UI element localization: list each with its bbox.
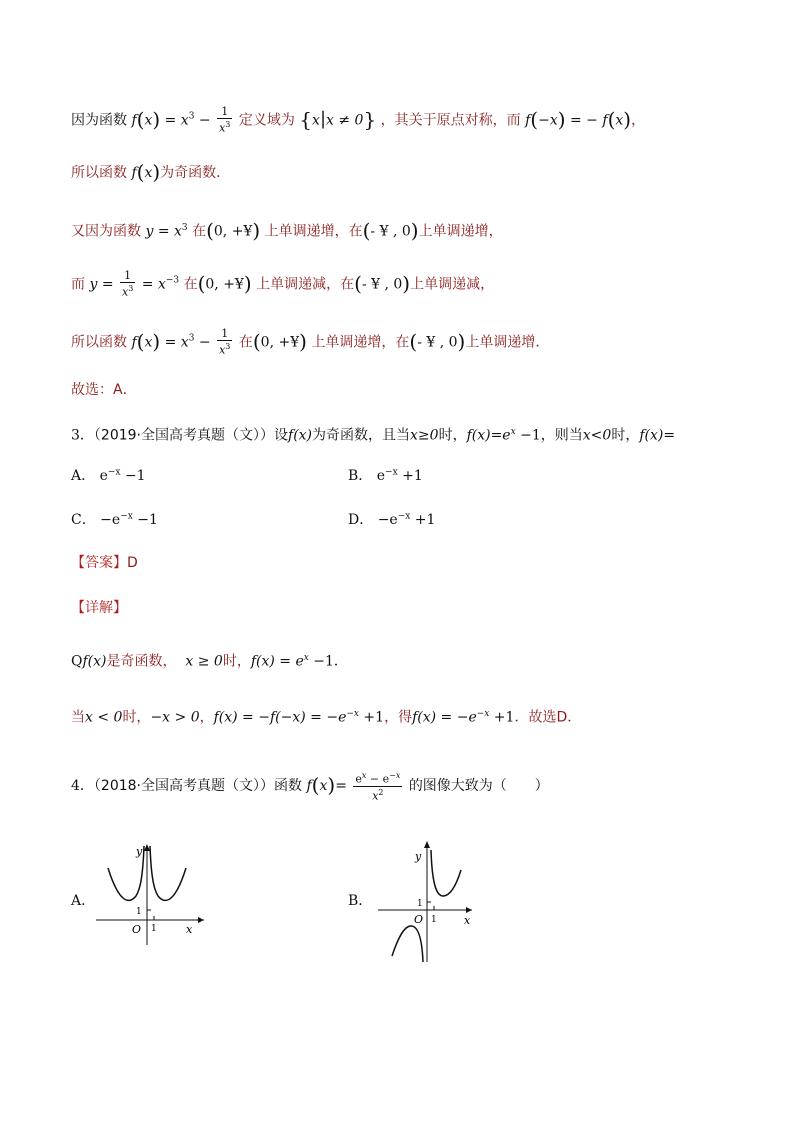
origin-label: O xyxy=(132,923,142,936)
math: 0, +¥ xyxy=(213,223,253,240)
text: 在 xyxy=(192,223,207,240)
math: x ≠ 0 xyxy=(326,112,364,129)
solution-line-3: 又因为函数 $y = x^3$ 在(0, +¥) 上单调递增，在(- ¥ , 0)上单调递增， xyxy=(71,218,503,243)
x-tick-1: 1 xyxy=(151,924,157,934)
graph-a-label[interactable]: A． xyxy=(71,893,96,909)
y-label: y xyxy=(415,850,422,863)
math: y = x xyxy=(145,223,182,240)
math: f xyxy=(602,112,608,129)
text: 上单调递增，在 xyxy=(311,334,410,351)
y-tick-1: 1 xyxy=(136,907,142,917)
text: 所以函数 xyxy=(71,165,127,181)
math: 3 xyxy=(188,111,195,122)
graph-b-label[interactable]: B． xyxy=(348,893,373,909)
text: 在 xyxy=(238,334,253,351)
solution-conclusion: 故选：A． xyxy=(71,382,137,398)
math: 3 xyxy=(181,223,188,233)
question-number: 3． xyxy=(71,427,94,444)
detail-line-1: Qf(x)是奇函数， x ≥ 0时，$f(x) = e^x -1$． xyxy=(71,653,348,670)
x-axis-arrow-icon xyxy=(198,917,204,923)
question-3: 3．（2019·全国高考真题（文））设f(x)为奇函数，且当x≥0时，$f(x)=e^x -1$，则当x<0时，f(x)= xyxy=(71,427,676,444)
x-tick-1: 1 xyxy=(431,915,437,925)
math: 0, +¥ xyxy=(260,334,300,351)
math: = x xyxy=(164,334,189,351)
answer-value: D xyxy=(127,555,138,571)
math: f xyxy=(131,112,137,129)
origin-label: O xyxy=(414,913,424,926)
text: 在 xyxy=(183,276,198,293)
text: 上单调递减， xyxy=(410,276,495,293)
fraction: $\frac{e^x - e^{-x}}{x^2}$ xyxy=(355,771,401,803)
math: y = xyxy=(89,276,114,293)
math: 3 xyxy=(188,333,195,344)
math: = − xyxy=(570,112,598,129)
curve-left xyxy=(392,926,423,962)
math: = x xyxy=(141,276,166,293)
fraction: $\frac{1}{x^3}$ xyxy=(219,105,231,135)
text: 定义域为 xyxy=(238,112,295,129)
text: 上单调递减，在 xyxy=(256,276,355,293)
detail-line-2: 当x < 0时，−x > 0，$f(x) = -f(-x) = -e^{-x} +1$，得$f(x) = -e^{-x} +1$．故选D． xyxy=(71,709,582,726)
graph-b[interactable] xyxy=(374,838,484,966)
text: 上单调递增， xyxy=(418,223,503,240)
question-source: （2018·全国高考真题（文）） xyxy=(93,778,275,795)
y-axis-arrow-icon xyxy=(424,841,430,848)
math: f xyxy=(131,165,137,181)
text: 所以函数 xyxy=(71,334,127,351)
math: x xyxy=(144,112,153,129)
graph-a[interactable] xyxy=(92,840,212,950)
option-b[interactable]: B． $e^{-x} +1$ xyxy=(348,467,423,484)
option-c[interactable]: C． $-e^{-x} -1$ xyxy=(71,511,158,528)
math: = x xyxy=(164,112,189,129)
text: ， xyxy=(631,112,646,129)
text: 因为函数 xyxy=(71,112,127,129)
math: −3 xyxy=(165,275,180,286)
solution-line-5: 所以函数 $f(x) = x^3$ − $\frac{1}{x^3}$ 在(0, +¥) 上单调递增，在(- ¥ , 0)上单调递增． xyxy=(71,327,550,357)
question-source: （2019·全国高考真题（文）） xyxy=(93,427,275,444)
x-label: x xyxy=(464,914,471,927)
text: ，其关于原点对称，而 xyxy=(380,112,521,129)
solution-line-1: 因为函数 $f(x) = x^3$ − $\frac{1}{x^3}$ 定义域为 {x|x ≠ 0} ，其关于原点对称，而 f(−x) = − f(x)， xyxy=(71,105,646,135)
y-tick-1: 1 xyxy=(417,899,423,909)
curve-right xyxy=(431,850,461,896)
math: - ¥ , 0 xyxy=(370,223,411,240)
text: 又因为函数 xyxy=(71,223,141,240)
math: x xyxy=(615,112,624,129)
x-label: x xyxy=(186,923,193,936)
curve-right xyxy=(150,846,186,900)
question-number: 4． xyxy=(71,778,94,795)
math: − xyxy=(198,112,211,129)
option-a[interactable]: A． $e^{-x} -1$ xyxy=(71,467,146,484)
text: 为奇函数． xyxy=(160,165,231,181)
fraction: $\frac{1}{x^3}$ xyxy=(122,269,134,299)
y-axis-arrow-icon xyxy=(144,844,150,851)
math: f xyxy=(525,112,531,129)
x-axis-arrow-icon xyxy=(466,907,472,913)
math: - ¥ , 0 xyxy=(417,334,458,351)
solution-line-2: 所以函数 f(x)为奇函数． xyxy=(71,160,231,184)
detail-heading: 【详解】 xyxy=(71,600,127,616)
math: x xyxy=(144,334,153,351)
math: x xyxy=(144,165,153,181)
answer-line: 【答案】D xyxy=(71,555,138,571)
math: f xyxy=(131,334,137,351)
fraction: $\frac{1}{x^3}$ xyxy=(219,327,231,357)
y-label: y xyxy=(136,845,143,858)
text: 上单调递增． xyxy=(465,334,550,351)
solution-line-4: 而 y = $\frac{1}{x^3}$ = $x^{-3}$ 在(0, +¥) 上单调递减，在(- ¥ , 0)上单调递减， xyxy=(71,269,495,299)
math: x xyxy=(312,112,320,129)
option-d[interactable]: D． $-e^{-x} +1$ xyxy=(348,511,436,528)
question-4: 4．（2018·全国高考真题（文））函数 f(x)= $\frac{e^x - e^{-x}}{x^2}$ 的图像大致为（ ） xyxy=(71,771,549,803)
text: 而 xyxy=(71,276,85,293)
math: −x xyxy=(538,112,558,129)
math: − xyxy=(198,334,211,351)
answer-label: 答案 xyxy=(85,555,113,571)
math: - ¥ , 0 xyxy=(361,276,403,293)
math: 0, +¥ xyxy=(205,276,244,293)
text: 上单调递增，在 xyxy=(264,223,363,240)
